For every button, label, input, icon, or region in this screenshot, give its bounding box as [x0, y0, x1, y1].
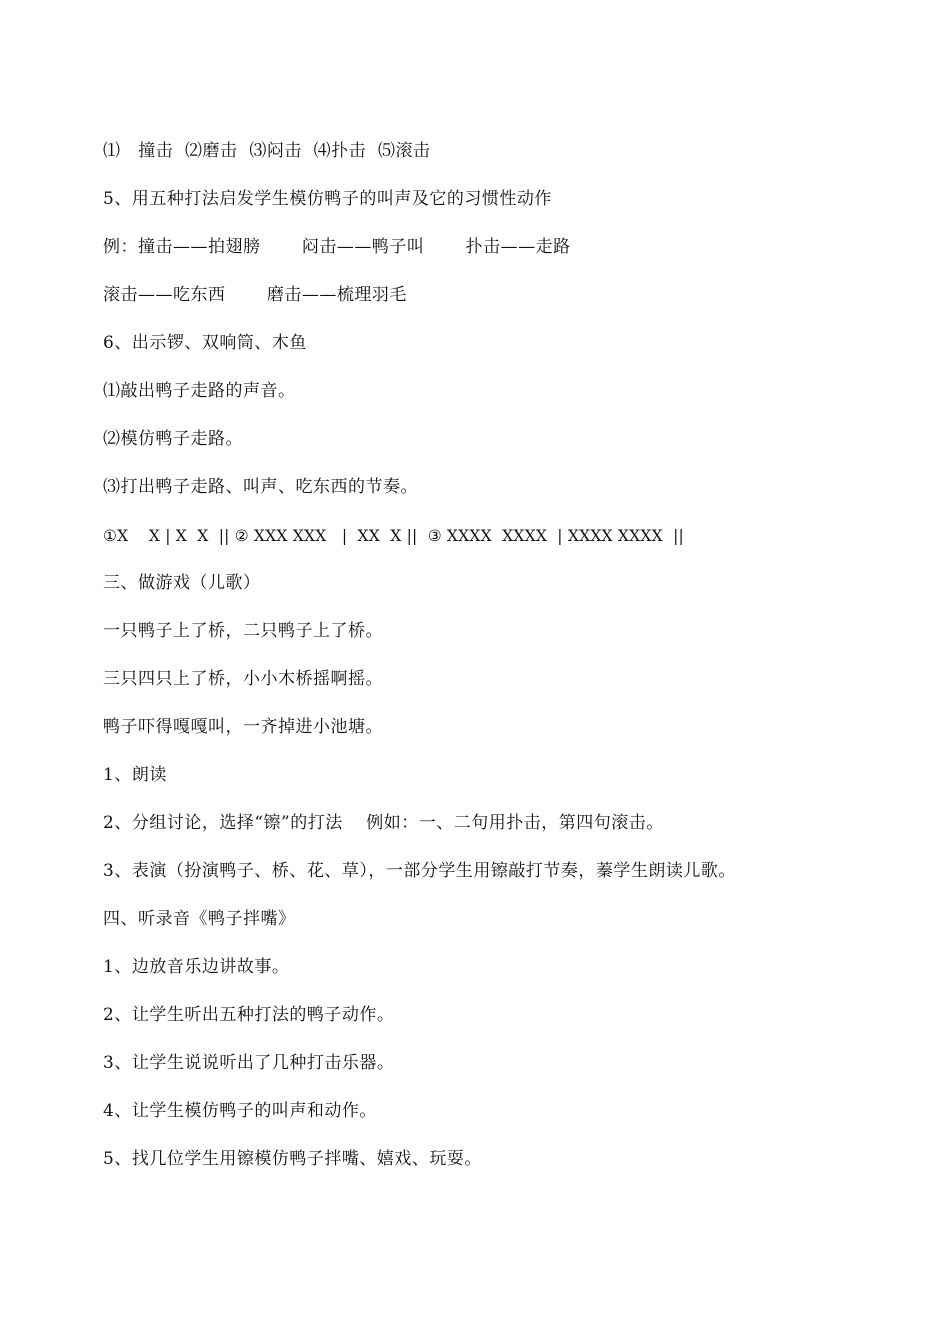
strike-types-list: ⑴ 撞击 ⑵磨击 ⑶闷击 ⑷扑击 ⑸滚击	[103, 141, 431, 161]
example-line-2: 滚击——吃东西 磨击——梳理羽毛	[103, 285, 407, 305]
section-3-item-2: 2、分组讨论，选择“镲”的打法 例如：一、二句用扑击，第四句滚击。	[103, 813, 664, 833]
rhythm-notation: ①X X | X X || ② XXX XXX | XX X || ③ XXXX XXXX | XXXX XXXX ||	[103, 527, 684, 545]
section-4-item-5: 5、找几位学生用镲模仿鸭子拌嘴、嬉戏、玩耍。	[103, 1149, 482, 1169]
step-6-item-3: ⑶打出鸭子走路、叫声、吃东西的节奏。	[103, 477, 418, 497]
section-4-item-4: 4、让学生模仿鸭子的叫声和动作。	[103, 1101, 377, 1121]
section-3-item-3: 3、表演（扮演鸭子、桥、花、草），一部分学生用镲敲打节奏，蓁学生朗读儿歌。	[103, 861, 736, 881]
step-5: 5、用五种打法启发学生模仿鸭子的叫声及它的习惯性动作	[103, 189, 552, 209]
section-3-heading: 三、做游戏（儿歌）	[103, 573, 261, 593]
rhyme-line-2: 三只四只上了桥，小小木桥摇啊摇。	[103, 669, 383, 689]
section-3-item-1: 1、朗读	[103, 765, 167, 785]
section-4-item-3: 3、让学生说说听出了几种打击乐器。	[103, 1053, 395, 1073]
rhyme-line-3: 鸭子吓得嘎嘎叫，一齐掉进小池塘。	[103, 717, 383, 737]
step-6-item-1: ⑴敲出鸭子走路的声音。	[103, 381, 296, 401]
section-4-item-2: 2、让学生听出五种打法的鸭子动作。	[103, 1005, 395, 1025]
section-4-item-1: 1、边放音乐边讲故事。	[103, 957, 290, 977]
step-6: 6、出示锣、双响筒、木鱼	[103, 333, 307, 353]
step-6-item-2: ⑵模仿鸭子走路。	[103, 429, 243, 449]
rhyme-line-1: 一只鸭子上了桥，二只鸭子上了桥。	[103, 621, 383, 641]
example-line: 例：撞击——拍翅膀 闷击——鸭子叫 扑击——走路	[103, 237, 571, 257]
section-4-heading: 四、听录音《鸭子拌嘴》	[103, 909, 296, 929]
